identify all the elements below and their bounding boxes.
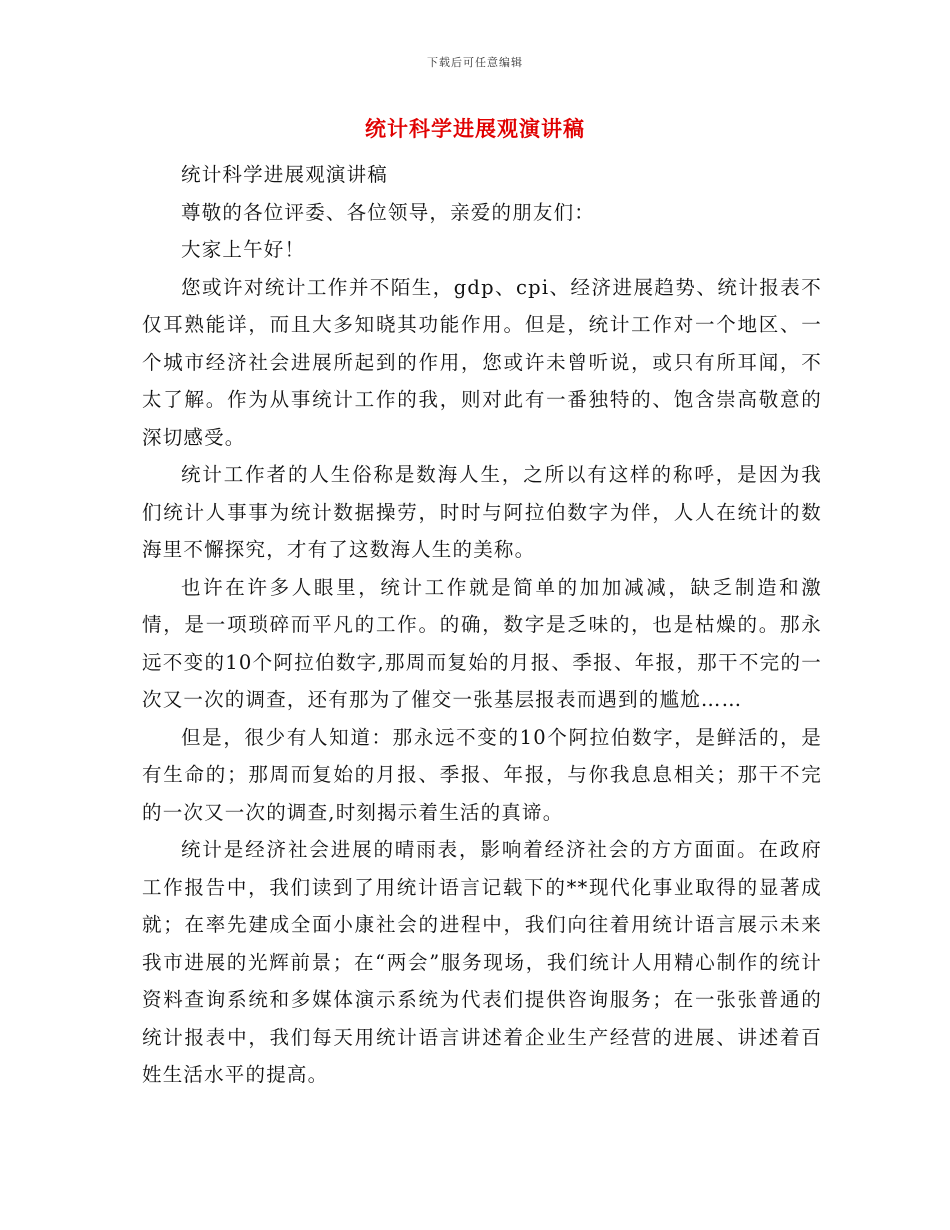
document-title: 统计科学进展观演讲稿 bbox=[365, 117, 585, 141]
paragraph-greeting: 大家上午好！ bbox=[181, 238, 306, 261]
header-note: 下载后可任意编辑 bbox=[427, 56, 523, 69]
paragraph: 也许在许多人眼里，统计工作就是简单的加加减减，缺乏制造和激情，是一项琐碎而平凡的工作。的确，数字是乏味的，也是枯燥的。那永远不变的10个阿拉伯数字,那周而复始的月报、季报、年报，那干不完的一次又一次的调查，还有那为了催交一张基层报表而遇到的尴尬…… bbox=[142, 575, 822, 711]
paragraph: 您或许对统计工作并不陌生，gdp、cpi、经济进展趋势、统计报表不仅耳熟能详，而且大多知晓其功能作用。但是，统计工作对一个地区、一个城市经济社会进展所起到的作用，您或许未曾听说，或只有所耳闻，不太了解。作为从事统计工作的我，则对此有一番独特的、饱含崇高敬意的深切感受。 bbox=[142, 275, 822, 449]
document-body bbox=[142, 156, 822, 1094]
paragraph-salutation: 尊敬的各位评委、各位领导，亲爱的朋友们： bbox=[181, 200, 596, 224]
paragraph: 但是，很少有人知道：那永远不变的10个阿拉伯数字，是鲜活的，是有生命的；那周而复始的月报、季报、年报，与你我息息相关；那干不完的一次又一次的调查,时刻揭示着生活的真谛。 bbox=[142, 725, 822, 824]
paragraph: 统计是经济社会进展的晴雨表，影响着经济社会的方方面面。在政府工作报告中，我们读到了用统计语言记载下的**现代化事业取得的显著成就；在率先建成全面小康社会的进程中，我们向往着用统计语言展示未来我市进展的光辉前景；在“两会”服务现场，我们统计人用精心制作的统计资料查询系统和多媒体演示系统为代表们提供咨询服务；在一张张普通的统计报表中，我们每天用统计语言讲述着企业生产经营的进展、讲述着百姓生活水平的提高。 bbox=[142, 838, 822, 1086]
paragraph-subtitle: 统计科学进展观演讲稿 bbox=[181, 163, 389, 186]
paragraph: 统计工作者的人生俗称是数海人生，之所以有这样的称呼，是因为我们统计人事事为统计数据操劳，时时与阿拉伯数字为伴，人人在统计的数海里不懈探究，才有了这数海人生的美称。 bbox=[142, 463, 822, 561]
